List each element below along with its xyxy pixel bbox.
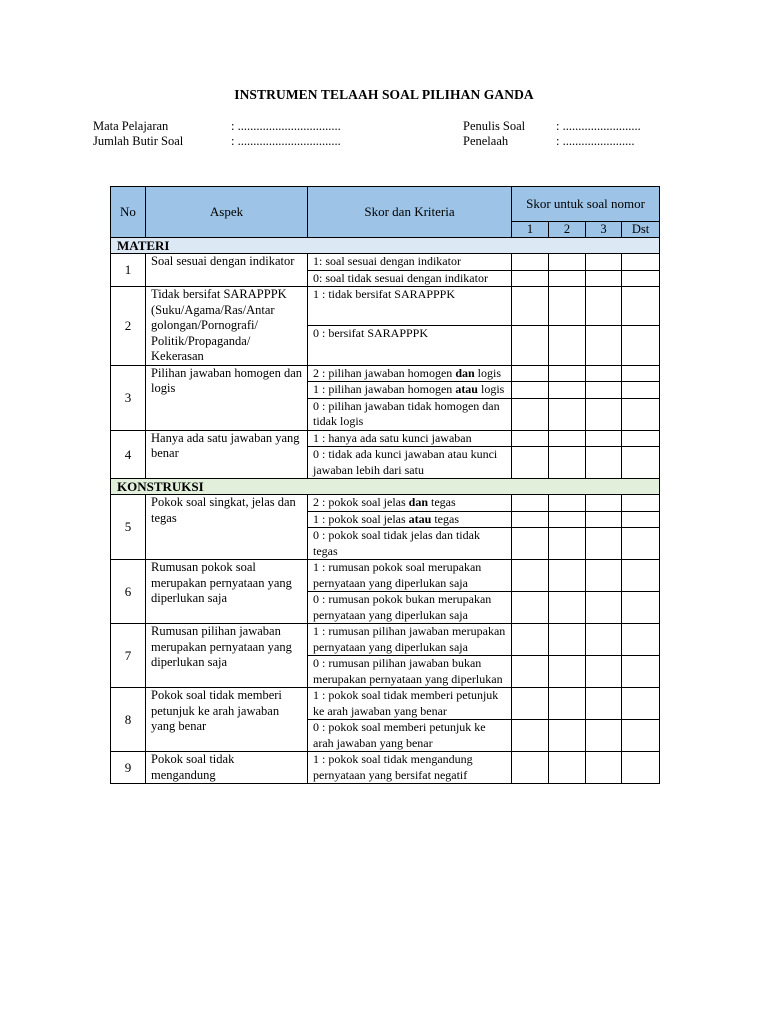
header-skor-soal-nomor: Skor untuk soal nomor (512, 187, 660, 222)
meta-row-penulis-soal (463, 119, 641, 134)
score-cell-1[interactable] (512, 398, 549, 430)
score-cell-dst[interactable] (622, 270, 660, 287)
table-body (111, 238, 660, 784)
score-cell-1[interactable] (512, 287, 549, 326)
score-cell-2[interactable] (549, 720, 586, 752)
header-no: No (111, 187, 146, 238)
meta-label: Jumlah Butir Soal (93, 134, 184, 148)
score-cell-2[interactable] (549, 430, 586, 447)
criteria-cell (308, 254, 512, 271)
score-cell-1[interactable] (512, 254, 549, 271)
score-cell-3[interactable] (586, 270, 622, 287)
score-cell-3[interactable] (586, 447, 622, 479)
criteria-cell (308, 624, 512, 656)
criteria-text: 1 : tidak bersifat SARAPPPK (313, 287, 456, 301)
table-row (111, 254, 660, 271)
score-cell-3[interactable] (586, 511, 622, 528)
item-number: 2 (111, 287, 146, 366)
score-cell-1[interactable] (512, 656, 549, 688)
aspect-cell: Tidak bersifat SARAPPPK (Suku/Agama/Ras/Antar golongan/Pornografi/ Politik/Propaganda/ Kekerasan (146, 287, 308, 366)
item-number: 8 (111, 688, 146, 752)
criteria-text: 1 : pokok soal tidak mengandung pernyataan yang bersifat negatif (313, 752, 473, 782)
score-cell-1[interactable] (512, 365, 549, 382)
criteria-cell (308, 495, 512, 512)
score-cell-3[interactable] (586, 287, 622, 326)
score-cell-3[interactable] (586, 560, 622, 592)
criteria-text: 1 : pilihan jawaban homogen (313, 382, 456, 396)
score-cell-1[interactable] (512, 560, 549, 592)
score-cell-dst[interactable] (622, 382, 660, 399)
criteria-emphasis: dan (455, 365, 475, 380)
score-cell-dst[interactable] (622, 688, 660, 720)
score-cell-dst[interactable] (622, 624, 660, 656)
score-cell-2[interactable] (549, 560, 586, 592)
item-number: 7 (111, 624, 146, 688)
score-cell-dst[interactable] (622, 447, 660, 479)
criteria-cell (308, 398, 512, 430)
meta-left (93, 119, 341, 149)
table-row (111, 752, 660, 784)
score-cell-dst[interactable] (622, 720, 660, 752)
score-cell-2[interactable] (549, 270, 586, 287)
score-cell-dst[interactable] (622, 254, 660, 271)
meta-row-penelaah (463, 134, 641, 149)
meta-label: Mata Pelajaran (93, 119, 169, 133)
section-title: KONSTRUKSI (111, 479, 660, 495)
aspect-cell: Pilihan jawaban homogen dan logis (146, 365, 308, 430)
table-row (111, 624, 660, 656)
score-cell-dst[interactable] (622, 592, 660, 624)
section-row-konstruksi (111, 479, 660, 495)
score-cell-3[interactable] (586, 382, 622, 399)
score-cell-1[interactable] (512, 495, 549, 512)
table-row (111, 495, 660, 512)
item-number: 4 (111, 430, 146, 479)
score-cell-2[interactable] (549, 528, 586, 560)
header-soal-2: 2 (549, 222, 586, 238)
meta-right (463, 119, 641, 149)
score-cell-3[interactable] (586, 398, 622, 430)
table-row (111, 287, 660, 326)
criteria-text: 0 : rumusan pilihan jawaban bukan merupakan pernyataan yang diperlukan (313, 656, 503, 686)
criteria-text: 2 : pokok soal jelas (313, 495, 409, 509)
criteria-text: 2 : pilihan jawaban homogen (313, 365, 456, 380)
meta-value: : ......................... (556, 119, 641, 133)
aspect-cell: Pokok soal singkat, jelas dan tegas (146, 495, 308, 560)
header-soal-dst: Dst (622, 222, 660, 238)
score-cell-dst[interactable] (622, 398, 660, 430)
table-row (111, 560, 660, 592)
score-cell-3[interactable] (586, 720, 622, 752)
aspect-cell: Rumusan pokok soal merupakan pernyataan yang diperlukan saja (146, 560, 308, 624)
criteria-emphasis: atau (408, 511, 432, 526)
review-table (110, 186, 660, 784)
section-row-materi (111, 238, 660, 254)
header-aspek: Aspek (146, 187, 308, 238)
score-cell-1[interactable] (512, 752, 549, 784)
criteria-cell (308, 270, 512, 287)
score-cell-3[interactable] (586, 254, 622, 271)
item-number: 5 (111, 495, 146, 560)
criteria-cell (308, 382, 512, 399)
criteria-text: 1 : pokok soal tidak memberi petunjuk ke arah jawaban yang benar (313, 688, 499, 718)
score-cell-1[interactable] (512, 688, 549, 720)
score-cell-2[interactable] (549, 398, 586, 430)
criteria-emphasis: dan (408, 495, 429, 509)
meta-label: Penelaah (463, 134, 509, 148)
score-cell-2[interactable] (549, 624, 586, 656)
header-skor-kriteria: Skor dan Kriteria (308, 187, 512, 238)
criteria-cell (308, 688, 512, 720)
criteria-text-end: logis (474, 365, 502, 380)
criteria-text: 1: soal sesuai dengan indikator (313, 254, 461, 268)
criteria-cell (308, 560, 512, 592)
score-cell-1[interactable] (512, 382, 549, 399)
meta-value: : ................................. (231, 134, 341, 148)
document-title: INSTRUMEN TELAAH SOAL PILIHAN GANDA (234, 87, 534, 102)
table-row (111, 430, 660, 447)
score-cell-1[interactable] (512, 720, 549, 752)
score-cell-1[interactable] (512, 447, 549, 479)
criteria-text-end: tegas (431, 511, 459, 526)
score-cell-2[interactable] (549, 326, 586, 365)
table-row (111, 365, 660, 382)
criteria-cell (308, 592, 512, 624)
score-cell-dst[interactable] (622, 511, 660, 528)
criteria-text: 0 : bersifat SARAPPPK (313, 326, 429, 341)
meta-row-mata-pelajaran (93, 119, 341, 134)
score-cell-1[interactable] (512, 511, 549, 528)
score-cell-2[interactable] (549, 656, 586, 688)
aspect-cell: Soal sesuai dengan indikator (146, 254, 308, 287)
score-cell-3[interactable] (586, 326, 622, 365)
score-cell-2[interactable] (549, 511, 586, 528)
criteria-text: 0: soal tidak sesuai dengan indikator (313, 270, 488, 285)
criteria-cell (308, 656, 512, 688)
meta-value: : ................................. (231, 119, 341, 133)
criteria-cell (308, 528, 512, 560)
score-cell-3[interactable] (586, 656, 622, 688)
score-cell-2[interactable] (549, 365, 586, 382)
criteria-text-end: logis (477, 382, 505, 396)
item-number: 3 (111, 365, 146, 430)
table-row (111, 688, 660, 720)
score-cell-dst[interactable] (622, 560, 660, 592)
score-cell-1[interactable] (512, 270, 549, 287)
criteria-cell (308, 447, 512, 479)
criteria-text: 1 : rumusan pilihan jawaban merupakan pernyataan yang diperlukan saja (313, 624, 506, 654)
criteria-text: 0 : rumusan pokok bukan merupakan pernyataan yang diperlukan saja (313, 592, 492, 622)
score-cell-dst[interactable] (622, 528, 660, 560)
criteria-text: 1 : hanya ada satu kunci jawaban (313, 430, 472, 445)
score-cell-dst[interactable] (622, 656, 660, 688)
criteria-cell (308, 752, 512, 784)
score-cell-3[interactable] (586, 688, 622, 720)
score-cell-2[interactable] (549, 592, 586, 624)
score-cell-1[interactable] (512, 592, 549, 624)
score-cell-3[interactable] (586, 624, 622, 656)
score-cell-3[interactable] (586, 528, 622, 560)
criteria-cell (308, 365, 512, 382)
criteria-cell (308, 287, 512, 326)
aspect-cell: Hanya ada satu jawaban yang benar (146, 430, 308, 479)
score-cell-1[interactable] (512, 430, 549, 447)
score-cell-2[interactable] (549, 254, 586, 271)
criteria-text: 0 : tidak ada kunci jawaban atau kunci jawaban lebih dari satu (313, 447, 498, 477)
score-cell-dst[interactable] (622, 326, 660, 365)
criteria-text: 1 : rumusan pokok soal merupakan pernyataan yang diperlukan saja (313, 560, 482, 590)
criteria-cell (308, 511, 512, 528)
score-cell-dst[interactable] (622, 752, 660, 784)
score-cell-2[interactable] (549, 752, 586, 784)
item-number: 1 (111, 254, 146, 287)
score-cell-3[interactable] (586, 430, 622, 447)
score-cell-1[interactable] (512, 528, 549, 560)
criteria-emphasis: atau (455, 382, 478, 396)
score-cell-1[interactable] (512, 624, 549, 656)
criteria-text: 0 : pokok soal memberi petunjuk ke arah jawaban yang benar (313, 720, 486, 750)
aspect-cell: Rumusan pilihan jawaban merupakan pernyataan yang diperlukan saja (146, 624, 308, 688)
score-cell-3[interactable] (586, 752, 622, 784)
score-cell-2[interactable] (549, 495, 586, 512)
score-cell-3[interactable] (586, 495, 622, 512)
score-cell-2[interactable] (549, 688, 586, 720)
score-cell-2[interactable] (549, 287, 586, 326)
criteria-cell (308, 720, 512, 752)
score-cell-dst[interactable] (622, 495, 660, 512)
criteria-text-end: tegas (428, 495, 456, 509)
score-cell-dst[interactable] (622, 430, 660, 447)
score-cell-1[interactable] (512, 326, 549, 365)
score-cell-3[interactable] (586, 592, 622, 624)
section-title: MATERI (111, 238, 660, 254)
criteria-text: 1 : pokok soal jelas (313, 511, 409, 526)
score-cell-2[interactable] (549, 382, 586, 399)
meta-row-jumlah-butir-soal (93, 134, 341, 149)
aspect-cell: Pokok soal tidak memberi petunjuk ke arah jawaban yang benar (146, 688, 308, 752)
meta-value: : ....................... (556, 134, 635, 148)
meta-label: Penulis Soal (463, 119, 526, 133)
score-cell-2[interactable] (549, 447, 586, 479)
item-number: 6 (111, 560, 146, 624)
criteria-cell (308, 326, 512, 365)
header-soal-3: 3 (586, 222, 622, 238)
score-cell-dst[interactable] (622, 365, 660, 382)
criteria-text: 0 : pilihan jawaban tidak homogen dan tidak logis (313, 398, 500, 428)
score-cell-3[interactable] (586, 365, 622, 382)
criteria-cell (308, 430, 512, 447)
aspect-cell: Pokok soal tidak mengandung (146, 752, 308, 784)
header-soal-1: 1 (512, 222, 549, 238)
criteria-text: 0 : pokok soal tidak jelas dan tidak tegas (313, 528, 480, 558)
item-number: 9 (111, 752, 146, 784)
score-cell-dst[interactable] (622, 287, 660, 326)
